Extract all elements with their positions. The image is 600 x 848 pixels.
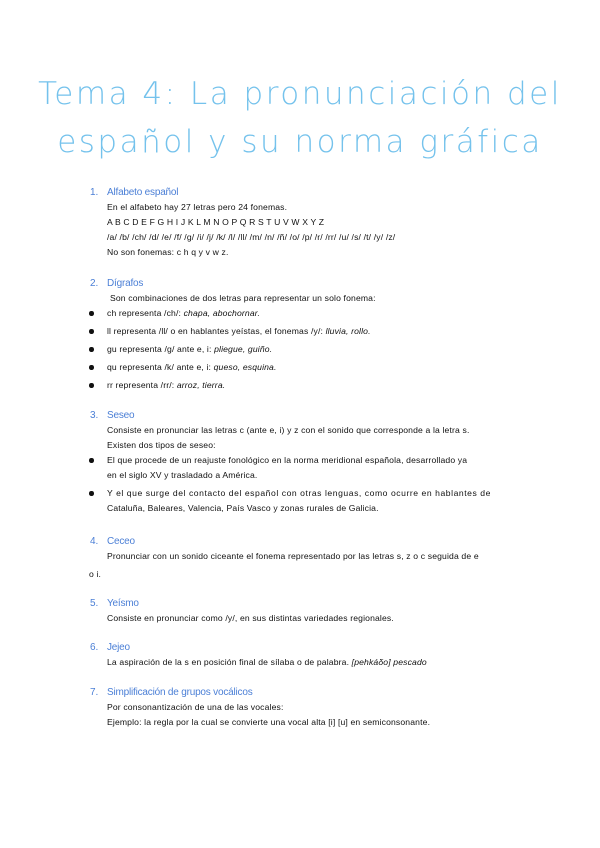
section-number: 6. <box>90 642 99 653</box>
section-jejeo <box>0 640 600 670</box>
bullet-dot <box>89 491 94 496</box>
section-number: 4. <box>90 536 99 547</box>
list-item-text: Y el que surge del contacto del español con otras lenguas, como ocurre en hablantes de <box>107 488 491 498</box>
section-title: Ceceo <box>107 536 135 547</box>
phonetic-example: [pehkáδo] pescado <box>351 657 427 667</box>
list-item-continuation: Cataluña, Baleares, Valencia, País Vasco y zonas rurales de Galicia. <box>107 503 379 513</box>
section-seseo <box>0 408 600 516</box>
page-title-line-1: Tema 4: La pronunciación del <box>38 76 562 112</box>
body-line: Consiste en pronunciar las letras c (ante e, i) y z con el sonido que corresponde a la letra s. <box>107 425 470 435</box>
section-simplificacion <box>0 685 600 730</box>
section-heading <box>0 685 600 700</box>
body-line: En el alfabeto hay 27 letras pero 24 fonemas. <box>107 202 288 212</box>
section-heading <box>0 408 600 423</box>
list-item <box>0 378 600 393</box>
alphabet-letters: A B C D E F G H I J K L M N O P Q R S T U V W X Y Z <box>107 217 325 227</box>
list-item <box>0 453 600 468</box>
body-text: La aspiración de la s en posición final de sílaba o de palabra. <box>107 657 352 667</box>
section-heading <box>0 185 600 200</box>
section-number: 1. <box>90 187 99 198</box>
section-title: Alfabeto español <box>107 187 179 198</box>
list-item-example: lluvia, rollo. <box>325 326 371 336</box>
section-title: Simplificación de grupos vocálicos <box>107 687 253 698</box>
section-heading <box>0 276 600 291</box>
list-item-text: qu representa /k/ ante e, i: <box>107 362 214 372</box>
bullet-dot <box>89 458 94 463</box>
list-item-example: chapa, abochornar. <box>183 308 261 318</box>
list-item <box>0 306 600 321</box>
list-item <box>0 360 600 375</box>
section-number: 2. <box>90 278 99 289</box>
section-heading <box>0 640 600 655</box>
bullet-dot <box>89 329 94 334</box>
bullet-dot <box>89 383 94 388</box>
body-line: Existen dos tipos de seseo: <box>107 440 216 450</box>
body-line: No son fonemas: c h q y v w z. <box>107 247 229 257</box>
phoneme-list: /a/ /b/ /ch/ /d/ /e/ /f/ /g/ /i/ /j/ /k/ /l/ /ll/ /m/ /n/ /ñ/ /o/ /p/ /r/ /rr/ /u/ /s/ /t/ /y/ /z/ <box>107 232 396 242</box>
list-item-text: ch representa /ch/: <box>107 308 184 318</box>
bullet-dot <box>89 365 94 370</box>
section-ceceo <box>0 534 600 582</box>
section-heading <box>0 596 600 611</box>
section-alfabeto <box>0 185 600 260</box>
list-item <box>0 324 600 339</box>
body-line: Pronunciar con un sonido ciceante el fonema representado por las letras s, z o c seguida de e <box>107 551 479 561</box>
section-title: Yeísmo <box>107 598 139 609</box>
body-line: Son combinaciones de dos letras para representar un solo fonema: <box>110 293 376 303</box>
body-line: Consiste en pronunciar como /y/, en sus distintas variedades regionales. <box>107 613 394 623</box>
list-item-text: ll representa /ll/ o en hablantes yeístas, el fonemas /y/: <box>107 326 326 336</box>
body-line: o i. <box>89 569 102 579</box>
list-item-text: gu representa /g/ ante e, i: <box>107 344 215 354</box>
list-item-example: queso, esquina. <box>213 362 277 372</box>
list-item-text: rr representa /rr/: <box>107 380 177 390</box>
list-item-continuation: en el siglo XV y trasladado a América. <box>107 470 258 480</box>
list-item <box>0 342 600 357</box>
section-title: Jejeo <box>107 642 130 653</box>
section-number: 7. <box>90 687 99 698</box>
list-item <box>0 486 600 501</box>
bullet-dot <box>89 347 94 352</box>
list-item-text: El que procede de un reajuste fonológico en la norma meridional española, desarrollado ya <box>107 455 468 465</box>
list-item-example: arroz, tierra. <box>176 380 226 390</box>
list-item-example: pliegue, guiño. <box>214 344 273 354</box>
body-line: Ejemplo: la regla por la cual se convierte una vocal alta [i] [u] en semiconsonante. <box>107 717 431 727</box>
section-number: 5. <box>90 598 99 609</box>
bullet-dot <box>89 311 94 316</box>
page-title-line-2: español y su norma gráfica <box>57 124 543 160</box>
section-number: 3. <box>90 410 99 421</box>
section-title: Dígrafos <box>107 278 144 289</box>
section-heading <box>0 534 600 549</box>
body-line <box>0 655 600 670</box>
body-line: Por consonantización de una de las vocales: <box>107 702 284 712</box>
section-yeismo <box>0 596 600 626</box>
section-digrafos <box>0 276 600 393</box>
section-title: Seseo <box>107 410 135 421</box>
